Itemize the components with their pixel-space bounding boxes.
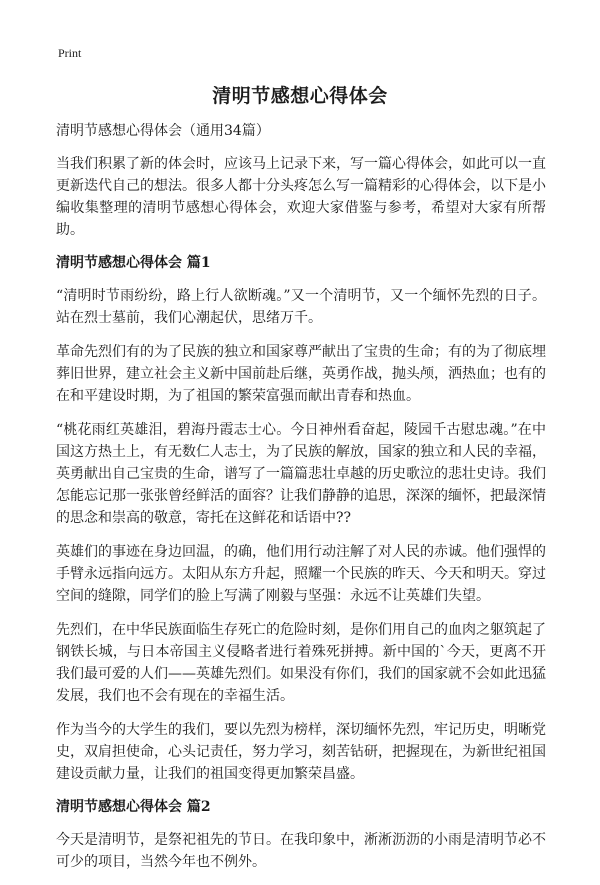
section-paragraph: 英雄们的事迹在身边回温，的确，他们用行动注解了对人民的赤诚。他们强悍的手臂永远指向远方。太阳从东方升起，照耀一个民族的昨天、今天和明天。穿过空间的缝隙，同学们的脸上写满了刚毅与坚强：永远不让英雄们失望。	[56, 544, 546, 604]
section-paragraph: “清明时节雨纷纷，路上行人欲断魂。”又一个清明节，又一个缅怀先烈的日子。站在烈士墓前，我们心潮起伏，思绪万千。	[56, 288, 546, 326]
document-body	[56, 121, 546, 885]
document-subtitle: 清明节感想心得体会（通用34篇）	[56, 123, 270, 139]
page-title: 清明节感想心得体会	[212, 85, 388, 107]
section-paragraph: 革命先烈们有的为了民族的独立和国家尊严献出了宝贵的生命；有的为了彻底埋葬旧世界，建立社会主义新中国前赴后继，英勇作战，抛头颅，洒热血；也有的在和平建设时期，为了祖国的繁荣富强而献出青春和热血。	[56, 344, 546, 404]
section-paragraph: “桃花雨红英雄泪，碧海丹霞志士心。今日神州看奋起，陵园千古慰忠魂。”在中国这方热土上，有无数仁人志士，为了民族的解放，国家的独立和人民的幸福，英勇献出自己宝贵的生命，谱写了一篇篇悲壮卓越的历史歌泣的悲壮史诗。我们怎能忘记那一张张曾经鲜活的面容？让我们静静的追思，深深的缅怀，把最深情的思念和崇高的敬意，寄托在这鲜花和话语中??	[56, 422, 546, 526]
section-heading: 清明节感想心得体会 篇2	[56, 799, 211, 815]
intro-paragraph: 当我们积累了新的体会时，应该马上记录下来，写一篇心得体会，如此可以一直更新迭代自己的想法。很多人都十分头疼怎么写一篇精彩的心得体会，以下是小编收集整理的清明节感想心得体会，欢迎大家借鉴与参考，希望对大家有所帮助。	[56, 156, 546, 238]
section-paragraph: 作为当今的大学生的我们，要以先烈为榜样，深切缅怀先烈，牢记历史，明晰党史，双肩担使命，心头记责任，努力学习，刻苦钻研，把握现在，为新世纪祖国建设贡献力量，让我们的祖国变得更加繁荣昌盛。	[56, 722, 546, 782]
section-heading: 清明节感想心得体会 篇1	[56, 255, 211, 271]
print-label: Print	[58, 46, 82, 60]
section-paragraph: 今天是清明节，是祭祀祖先的节日。在我印象中，淅淅沥沥的小雨是清明节必不可少的项目，当然今年也不例外。	[56, 832, 546, 870]
section-paragraph: 先烈们，在中华民族面临生存死亡的危险时刻，是你们用自己的血肉之躯筑起了钢铁长城，与日本帝国主义侵略者进行着殊死拼搏。新中国的`今天，更离不开我们最可爱的人们——英雄先烈们。如果没有你们，我们的国家就不会如此迅猛发展，我们也不会有现在的幸福生活。	[56, 622, 546, 704]
